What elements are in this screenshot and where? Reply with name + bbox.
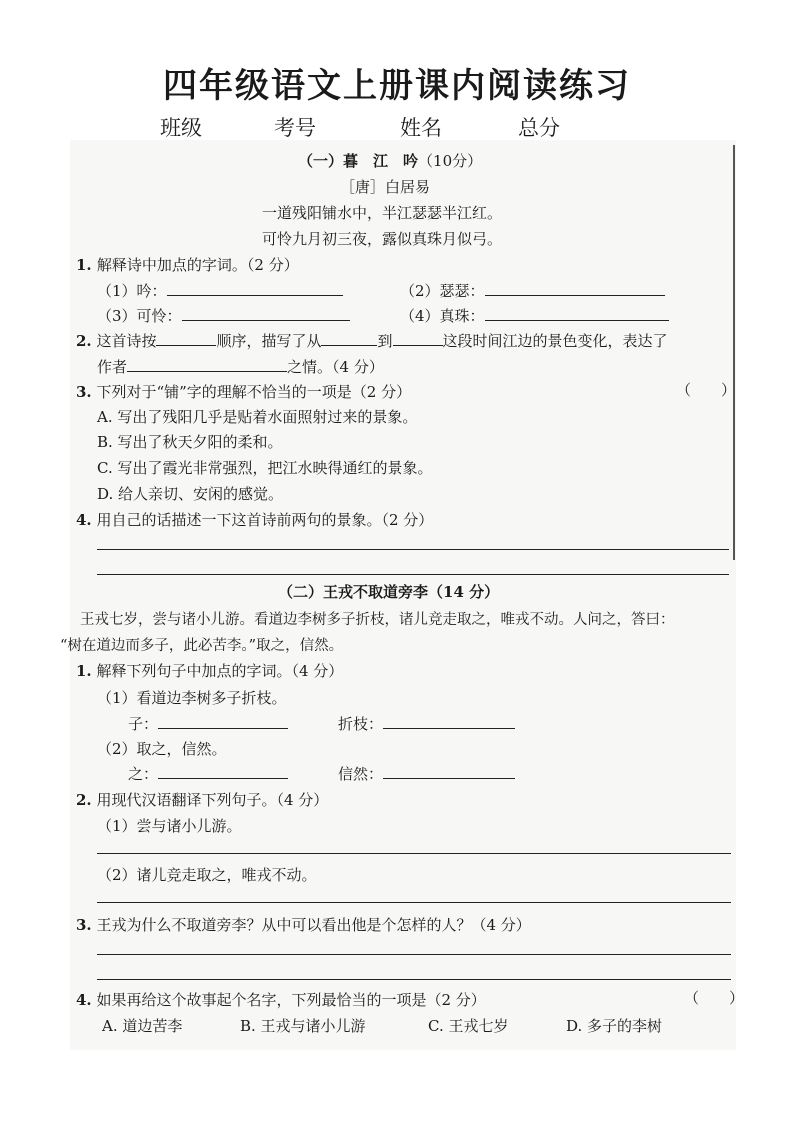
s2-q4-option-c[interactable]: C. 王戎七岁	[428, 1017, 509, 1035]
s2-q1-sub2-b	[338, 763, 515, 784]
s1-q1-item4	[400, 305, 669, 326]
margin-rule	[733, 145, 735, 560]
passage-line-2: “树在道边而多子，此必苦李。”取之，信然。	[60, 638, 344, 654]
name-field[interactable]	[444, 121, 514, 142]
s2-q4	[76, 989, 486, 1010]
s2-q2-num: 2.	[76, 791, 92, 809]
s1-q1-item2	[400, 280, 665, 301]
name-label: 姓名	[400, 116, 442, 140]
section1-title	[298, 150, 482, 171]
s2-q1-sub2-b-blank[interactable]	[383, 764, 515, 779]
s2-q2	[76, 789, 328, 810]
s2-q1	[76, 660, 343, 681]
class-label: 班级	[160, 116, 202, 140]
section1-title-prefix: （一）	[298, 152, 344, 170]
s1-q4-text: 用自己的话描述一下这首诗前两句的景象。（2 分）	[96, 511, 434, 529]
s1-q1	[76, 254, 299, 275]
s1-q2-part4: 这段时间江边的景色变化，表达了	[442, 332, 668, 350]
s2-q4-option-a[interactable]: A. 道边苦李	[102, 1017, 183, 1035]
s2-q1-sub1-a	[128, 713, 288, 734]
s1-q3	[76, 381, 411, 402]
s1-q2-blank-feeling[interactable]	[127, 357, 287, 372]
s2-q1-sub1: （1）看道边李树多子折枝。	[97, 689, 287, 707]
s1-q1-item2-label: （2）瑟瑟：	[400, 282, 485, 300]
section1-title-main: 暮 江 吟	[343, 152, 419, 170]
s1-q1-blank2[interactable]	[485, 281, 665, 296]
section1-title-score: （10分）	[418, 152, 483, 170]
s1-q4	[76, 509, 433, 530]
s1-q2-num: 2.	[76, 332, 92, 350]
s1-q1-item4-label: （4）真珠：	[400, 307, 485, 325]
s1-q2-part5: 作者	[97, 358, 128, 376]
s2-q3	[76, 914, 531, 935]
s2-q1-sub1-a-label: 子：	[128, 715, 159, 733]
s2-q2-sub1-answer-line[interactable]	[97, 853, 731, 854]
s1-q2-part3: 到	[377, 332, 393, 350]
page-title: 四年级语文上册课内阅读练习	[163, 66, 631, 106]
poem-line-1: 一道残阳铺水中，半江瑟瑟半江红。	[262, 204, 503, 222]
s2-q3-answer-line-2[interactable]	[97, 979, 731, 980]
s2-q4-num: 4.	[76, 991, 92, 1009]
s2-q1-sub2: （2）取之，信然。	[97, 740, 227, 758]
s1-q1-item3-label: （3）可怜：	[97, 307, 182, 325]
poem-author: ［唐］白居易	[340, 178, 431, 196]
s2-q4-option-b[interactable]: B. 王戎与诸小儿游	[240, 1017, 366, 1035]
s2-q1-sub2-a-label: 之：	[128, 765, 159, 783]
s1-q1-item1-label: （1）吟：	[97, 282, 167, 300]
s1-q4-num: 4.	[76, 511, 92, 529]
s2-q1-sub2-a-blank[interactable]	[158, 764, 288, 779]
s1-q2-part1: 这首诗按	[96, 332, 157, 350]
s1-q2-blank-order[interactable]	[156, 331, 216, 346]
score-field[interactable]	[562, 121, 624, 142]
s1-q1-item3	[97, 305, 350, 326]
s1-q2-line2	[97, 356, 384, 377]
s2-q1-sub2-b-label: 信然：	[338, 765, 384, 783]
number-label: 考号	[274, 116, 316, 140]
s2-q1-sub1-b-label: 折枝：	[338, 715, 384, 733]
s2-q4-answer-paren[interactable]: （ ）	[684, 989, 745, 1007]
s1-q2-line1	[76, 330, 668, 351]
score-label: 总分	[518, 116, 560, 140]
s2-q1-num: 1.	[76, 662, 92, 680]
s2-q3-num: 3.	[76, 916, 92, 934]
poem-line-2: 可怜九月初三夜，露似真珠月似弓。	[262, 230, 503, 248]
s1-q3-option-c[interactable]: C. 写出了霞光非常强烈，把江水映得通红的景象。	[97, 459, 433, 477]
passage-line-1: 王戎七岁，尝与诸小儿游。看道边李树多子折枝，诸儿竞走取之，唯戎不动。人问之，答曰：	[80, 612, 675, 628]
s1-q3-option-b[interactable]: B. 写出了秋天夕阳的柔和。	[97, 433, 283, 451]
s2-q1-sub2-a	[128, 763, 288, 784]
s1-q2-part2: 顺序，描写了从	[216, 332, 322, 350]
s1-q1-item1	[97, 280, 343, 301]
s2-q4-option-d[interactable]: D. 多子的李树	[566, 1017, 663, 1035]
number-field[interactable]	[318, 121, 396, 142]
section2-title: （二）王戎不取道旁李（14 分）	[278, 583, 500, 601]
s2-q4-text: 如果再给这个故事起个名字，下列最恰当的一项是（2 分）	[96, 991, 486, 1009]
s2-q2-sub2: （2）诸儿竞走取之，唯戎不动。	[97, 866, 317, 884]
s1-q1-blank3[interactable]	[182, 306, 350, 321]
s2-q2-sub1: （1）尝与诸小儿游。	[97, 817, 242, 835]
s2-q3-answer-line-1[interactable]	[97, 954, 731, 955]
s2-q1-sub1-b-blank[interactable]	[383, 714, 515, 729]
class-field[interactable]	[204, 121, 270, 142]
s1-q4-answer-line-2[interactable]	[97, 574, 729, 575]
s1-q1-num: 1.	[76, 256, 92, 274]
s1-q2-part6: 之情。（4 分）	[287, 358, 384, 376]
s1-q3-answer-paren[interactable]: （ ）	[676, 381, 737, 399]
s1-q3-num: 3.	[76, 383, 92, 401]
s1-q2-blank-to[interactable]	[393, 331, 443, 346]
s1-q4-answer-line-1[interactable]	[97, 549, 729, 550]
s2-q1-sub1-b	[338, 713, 515, 734]
s1-q1-blank1[interactable]	[167, 281, 343, 296]
s2-q1-text: 解释下列句子中加点的字词。（4 分）	[96, 662, 344, 680]
s1-q3-option-a[interactable]: A. 写出了残阳几乎是贴着水面照射过来的景象。	[97, 408, 418, 426]
s1-q2-blank-from[interactable]	[321, 331, 377, 346]
s2-q2-text: 用现代汉语翻译下列句子。（4 分）	[96, 791, 329, 809]
s1-q3-option-d[interactable]: D. 给人亲切、安闲的感觉。	[97, 485, 284, 503]
s1-q3-text: 下列对于“铺”字的理解不恰当的一项是（2 分）	[96, 383, 412, 401]
student-info-row	[160, 112, 628, 142]
s1-q1-blank4[interactable]	[485, 306, 669, 321]
s2-q2-sub2-answer-line[interactable]	[97, 902, 731, 903]
s2-q3-text: 王戎为什么不取道旁李？从中可以看出他是个怎样的人？（4 分）	[96, 916, 531, 934]
s2-q1-sub1-a-blank[interactable]	[158, 714, 288, 729]
s1-q1-text: 解释诗中加点的字词。（2 分）	[96, 256, 299, 274]
